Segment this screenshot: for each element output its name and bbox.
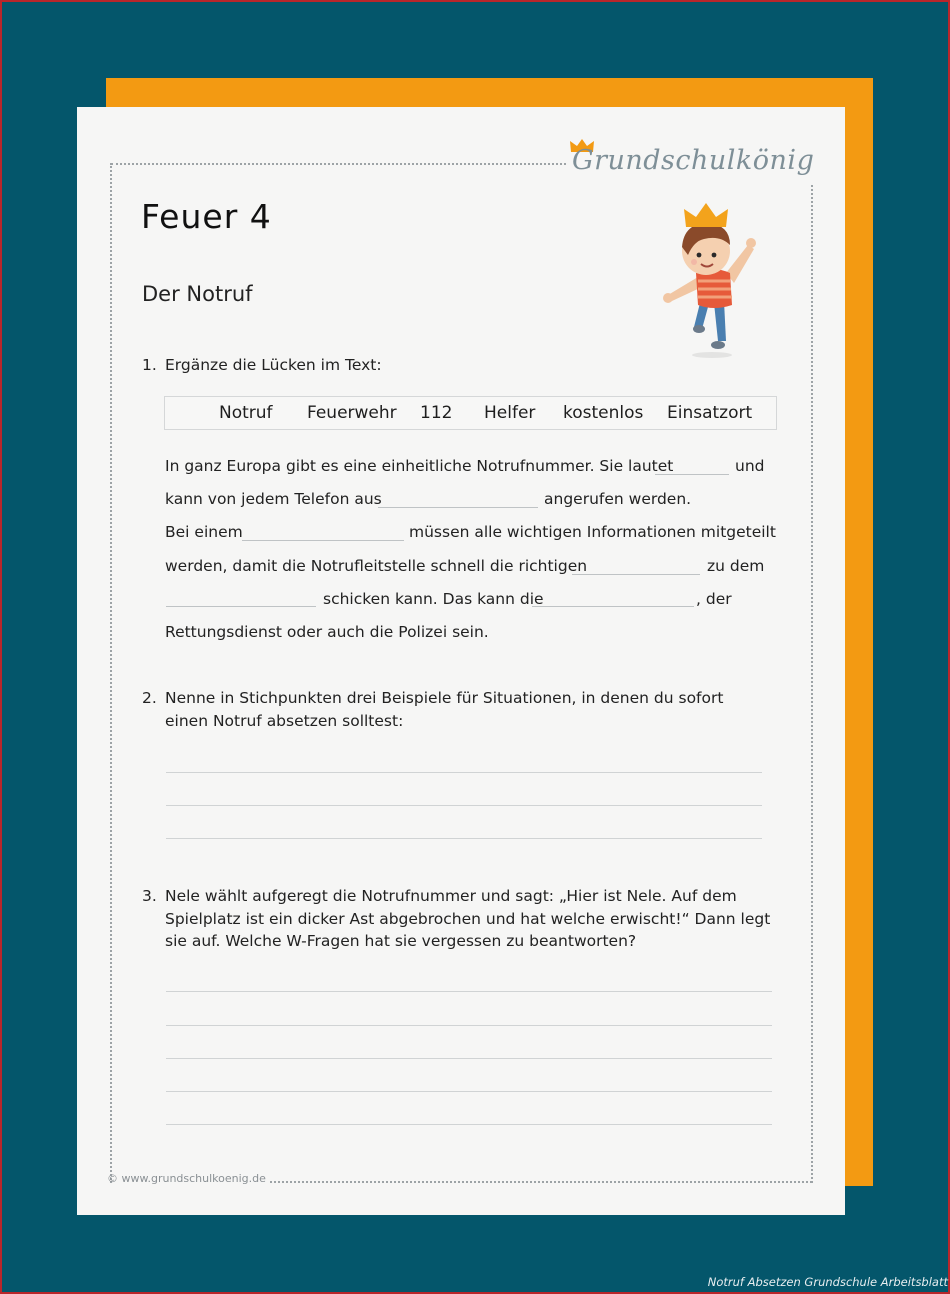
word-bank-item: kostenlos — [563, 403, 644, 423]
worksheet-title: Feuer 4 — [141, 197, 272, 236]
cloze-gap[interactable] — [242, 540, 404, 541]
answer-line[interactable] — [166, 772, 762, 773]
task-1-number: 1. — [142, 356, 157, 374]
cloze-text: schicken kann. Das kann die — [323, 590, 544, 608]
task-1-prompt — [142, 354, 382, 377]
dotted-border-left — [110, 163, 112, 1183]
task-2-text: Nenne in Stichpunkten drei Beispiele für Situationen, in denen du sofort einen Notruf absetzen solltest: — [165, 689, 724, 730]
answer-line[interactable] — [166, 1058, 772, 1059]
task-2-number: 2. — [142, 689, 157, 707]
cloze-gap[interactable] — [166, 606, 316, 607]
cloze-gap[interactable] — [655, 474, 729, 475]
dotted-border-bottom — [270, 1181, 812, 1183]
cloze-text: zu dem — [707, 557, 765, 575]
word-bank-item: Einsatzort — [667, 403, 753, 423]
task-3-text: Nele wählt aufgeregt die Notrufnummer und sagt: „Hier ist Nele. Auf dem Spielplatz ist ein dicker Ast abgebrochen und hat welche erwischt!“ Dann legt sie auf. Welche W-Fragen hat sie vergessen zu beantworten? — [165, 887, 771, 950]
cloze-gap[interactable] — [572, 574, 700, 575]
word-bank-item: 112 — [420, 403, 453, 423]
word-bank-box — [164, 396, 777, 430]
dotted-border-top — [111, 163, 566, 165]
website-footer: © www.grundschulkoenig.de — [107, 1172, 266, 1185]
cloze-text: kann von jedem Telefon aus — [165, 490, 382, 508]
task-1-text: Ergänze die Lücken im Text: — [165, 356, 382, 374]
cloze-gap[interactable] — [378, 507, 538, 508]
task-3-number: 3. — [142, 887, 157, 905]
task-2-prompt — [142, 687, 762, 732]
word-bank-item: Feuerwehr — [307, 403, 397, 423]
cloze-text: Bei einem — [165, 523, 243, 541]
cloze-text: Rettungsdienst oder auch die Polizei sein. — [165, 623, 489, 641]
image-caption: Notruf Absetzen Grundschule Arbeitsblatt — [707, 1275, 948, 1289]
cloze-text: angerufen werden. — [544, 490, 692, 508]
dotted-border-right — [811, 185, 813, 1183]
answer-line[interactable] — [166, 805, 762, 806]
word-bank-item: Helfer — [484, 403, 536, 423]
answer-line[interactable] — [166, 1091, 772, 1092]
answer-line[interactable] — [166, 1025, 772, 1026]
worksheet-subtitle: Der Notruf — [142, 282, 253, 306]
task-3-prompt — [142, 885, 772, 953]
answer-line[interactable] — [166, 1124, 772, 1125]
cloze-text: , der — [696, 590, 732, 608]
answer-line[interactable] — [166, 838, 762, 839]
cloze-text: In ganz Europa gibt es eine einheitliche Notrufnummer. Sie lautet — [165, 457, 674, 475]
cloze-text: müssen alle wichtigen Informationen mitgeteilt — [409, 523, 776, 541]
boy-with-crown-illustration — [656, 195, 766, 360]
cloze-gap[interactable] — [532, 606, 694, 607]
word-bank-item: Notruf — [219, 403, 273, 423]
answer-line[interactable] — [166, 991, 772, 992]
cloze-text: werden, damit die Notrufleitstelle schnell die richtigen — [165, 557, 588, 575]
brand-logo-text: Grundschulkönig — [572, 145, 815, 176]
cloze-text: und — [735, 457, 765, 475]
